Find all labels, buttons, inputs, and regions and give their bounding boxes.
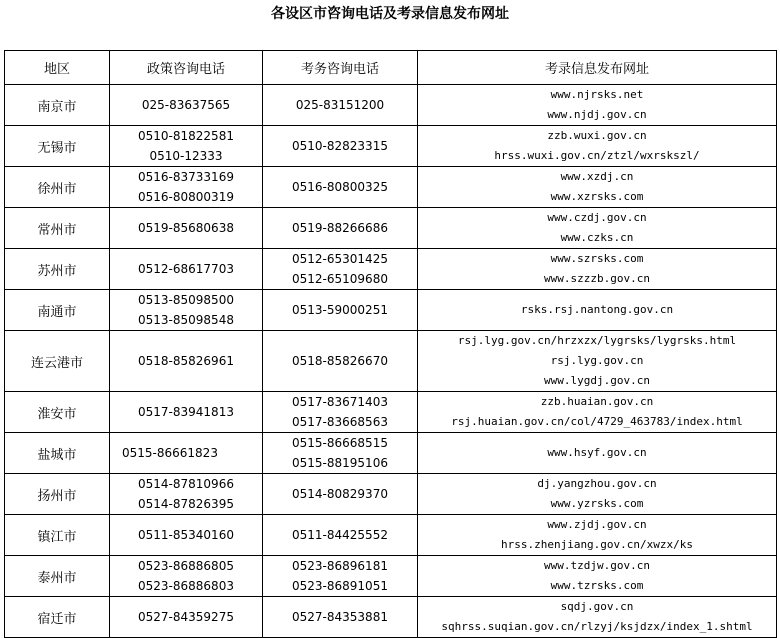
table-row [5,392,777,433]
header-region: 地区 [5,51,110,85]
policy-phone: 0511-85340160 [138,528,234,542]
table-row [5,167,777,208]
policy-phone: 0523-86886803 [138,579,234,593]
exam-phone-cell [263,249,418,290]
table-row [5,433,777,474]
exam-phone: 0510-82823315 [292,139,388,153]
website-url[interactable]: rsj.lyg.gov.cn [550,354,644,367]
policy-phone-cell [110,167,263,208]
region-cell: 徐州市 [5,167,110,208]
exam-phone: 0517-83668563 [292,415,388,429]
website-cell [418,597,777,638]
policy-phone-cell [110,126,263,167]
website-cell [418,515,777,556]
table-row [5,474,777,515]
policy-phone-cell [110,556,263,597]
website-cell [418,167,777,208]
website-url[interactable]: hrss.wuxi.gov.cn/ztzl/wxrskszl/ [494,149,700,162]
policy-phone: 0510-81822581 [138,129,234,143]
table-row [5,208,777,249]
exam-phone: 0515-86668515 [292,436,388,450]
policy-phone: 025-83637565 [141,98,231,112]
policy-phone: 0518-85826961 [138,354,234,368]
website-cell [418,474,777,515]
table-row [5,515,777,556]
region-cell: 镇江市 [5,515,110,556]
exam-phone: 0523-86896181 [292,559,388,573]
policy-phone: 0519-85680638 [138,221,234,235]
table-row [5,126,777,167]
website-url[interactable]: rsks.rsj.nantong.gov.cn [520,303,674,316]
exam-phone-cell [263,392,418,433]
website-cell [418,556,777,597]
exam-phone: 0527-84353881 [292,610,388,624]
region-cell: 南通市 [5,290,110,331]
policy-phone-cell [110,515,263,556]
policy-phone: 0513-85098548 [138,313,234,327]
website-url[interactable]: www.tzrsks.com [550,579,644,592]
policy-phone-cell [110,208,263,249]
exam-phone-cell [263,433,418,474]
exam-phone: 0512-65109680 [292,272,388,286]
exam-phone: 0517-83671403 [292,395,388,409]
website-cell [418,85,777,126]
region-cell: 泰州市 [5,556,110,597]
policy-phone: 0514-87826395 [138,497,234,511]
region-cell: 常州市 [5,208,110,249]
exam-phone-cell [263,167,418,208]
region-cell: 南京市 [5,85,110,126]
header-exam-phone: 考务咨询电话 [263,51,418,85]
policy-phone: 0514-87810966 [138,477,234,491]
website-url[interactable]: www.szzzb.gov.cn [544,272,650,285]
policy-phone: 0523-86886805 [138,559,234,573]
region-cell: 盐城市 [5,433,110,474]
website-url[interactable]: zzb.huaian.gov.cn [540,395,654,408]
website-url[interactable]: www.zjdj.gov.cn [547,518,647,531]
table-body [5,85,777,638]
policy-phone: 0510-12333 [149,149,223,163]
website-url[interactable]: www.czdj.gov.cn [547,211,647,224]
website-url[interactable]: dj.yangzhou.gov.cn [537,477,657,490]
exam-phone-cell [263,331,418,392]
region-cell: 连云港市 [5,331,110,392]
website-cell [418,392,777,433]
website-url[interactable]: rsj.lyg.gov.cn/hrzxzx/lygrsks/lygrsks.html [457,334,737,347]
website-cell [418,290,777,331]
website-url[interactable]: www.xzdj.cn [560,170,634,183]
policy-phone-cell [110,392,263,433]
website-url[interactable]: www.szrsks.com [550,252,644,265]
region-cell: 苏州市 [5,249,110,290]
website-url[interactable]: zzb.wuxi.gov.cn [547,129,647,142]
exam-phone: 0518-85826670 [292,354,388,368]
exam-phone-cell [263,474,418,515]
exam-phone-cell [263,597,418,638]
website-cell [418,208,777,249]
website-cell [418,433,777,474]
table-row [5,556,777,597]
policy-phone-cell [110,290,263,331]
website-url[interactable]: sqdj.gov.cn [560,600,634,613]
exam-phone-cell [263,556,418,597]
policy-phone: 0516-80800319 [138,190,234,204]
table-row [5,85,777,126]
website-url[interactable]: www.njdj.gov.cn [547,108,647,121]
policy-phone: 0516-83733169 [138,170,234,184]
website-url[interactable]: www.hsyf.gov.cn [547,446,647,459]
website-url[interactable]: www.njrsks.net [550,88,644,101]
policy-phone-cell [110,85,263,126]
page-title: 各设区市咨询电话及考录信息发布网址 [271,6,509,22]
exam-phone: 0519-88266686 [292,221,388,235]
website-url[interactable]: www.xzrsks.com [550,190,644,203]
website-url[interactable]: hrss.zhenjiang.gov.cn/xwzx/ks [500,538,694,551]
exam-phone: 0513-59000251 [292,303,388,317]
website-url[interactable]: sqhrss.suqian.gov.cn/rlzyj/ksjdzx/index_1.shtml [441,620,753,633]
exam-phone: 0511-84425552 [292,528,388,542]
policy-phone: 0513-85098500 [138,293,234,307]
header-policy-phone: 政策咨询电话 [110,51,263,85]
policy-phone-cell [110,249,263,290]
exam-phone-cell [263,126,418,167]
region-cell: 扬州市 [5,474,110,515]
policy-phone: 0527-84359275 [138,610,234,624]
website-url[interactable]: www.lygdj.gov.cn [544,374,650,387]
table-row [5,290,777,331]
exam-phone: 0516-80800325 [292,180,388,194]
table-header-row [5,51,777,85]
table-row [5,597,777,638]
exam-phone-cell [263,515,418,556]
exam-phone: 0514-80829370 [292,487,388,501]
website-url[interactable]: www.tzdjw.gov.cn [544,559,650,572]
policy-phone-cell [110,331,263,392]
website-url[interactable]: www.yzrsks.com [550,497,644,510]
exam-phone-cell [263,85,418,126]
region-cell: 宿迁市 [5,597,110,638]
policy-phone: 0512-68617703 [138,262,234,276]
website-cell [418,331,777,392]
table-row [5,331,777,392]
region-cell: 淮安市 [5,392,110,433]
policy-phone-cell [110,474,263,515]
exam-phone-cell [263,290,418,331]
contact-table [4,50,777,638]
exam-phone: 0523-86891051 [292,579,388,593]
exam-phone: 0512-65301425 [292,252,388,266]
website-url[interactable]: www.czks.cn [560,231,634,244]
header-website: 考录信息发布网址 [418,51,777,85]
policy-phone: 0515-86661823 [122,446,218,460]
policy-phone-cell [110,433,263,474]
website-url[interactable]: rsj.huaian.gov.cn/col/4729_463783/index.html [451,415,743,428]
table-row [5,249,777,290]
exam-phone: 0515-88195106 [292,456,388,470]
website-cell [418,249,777,290]
policy-phone: 0517-83941813 [138,405,234,419]
exam-phone: 025-83151200 [295,98,385,112]
region-cell: 无锡市 [5,126,110,167]
website-cell [418,126,777,167]
exam-phone-cell [263,208,418,249]
policy-phone-cell [110,597,263,638]
